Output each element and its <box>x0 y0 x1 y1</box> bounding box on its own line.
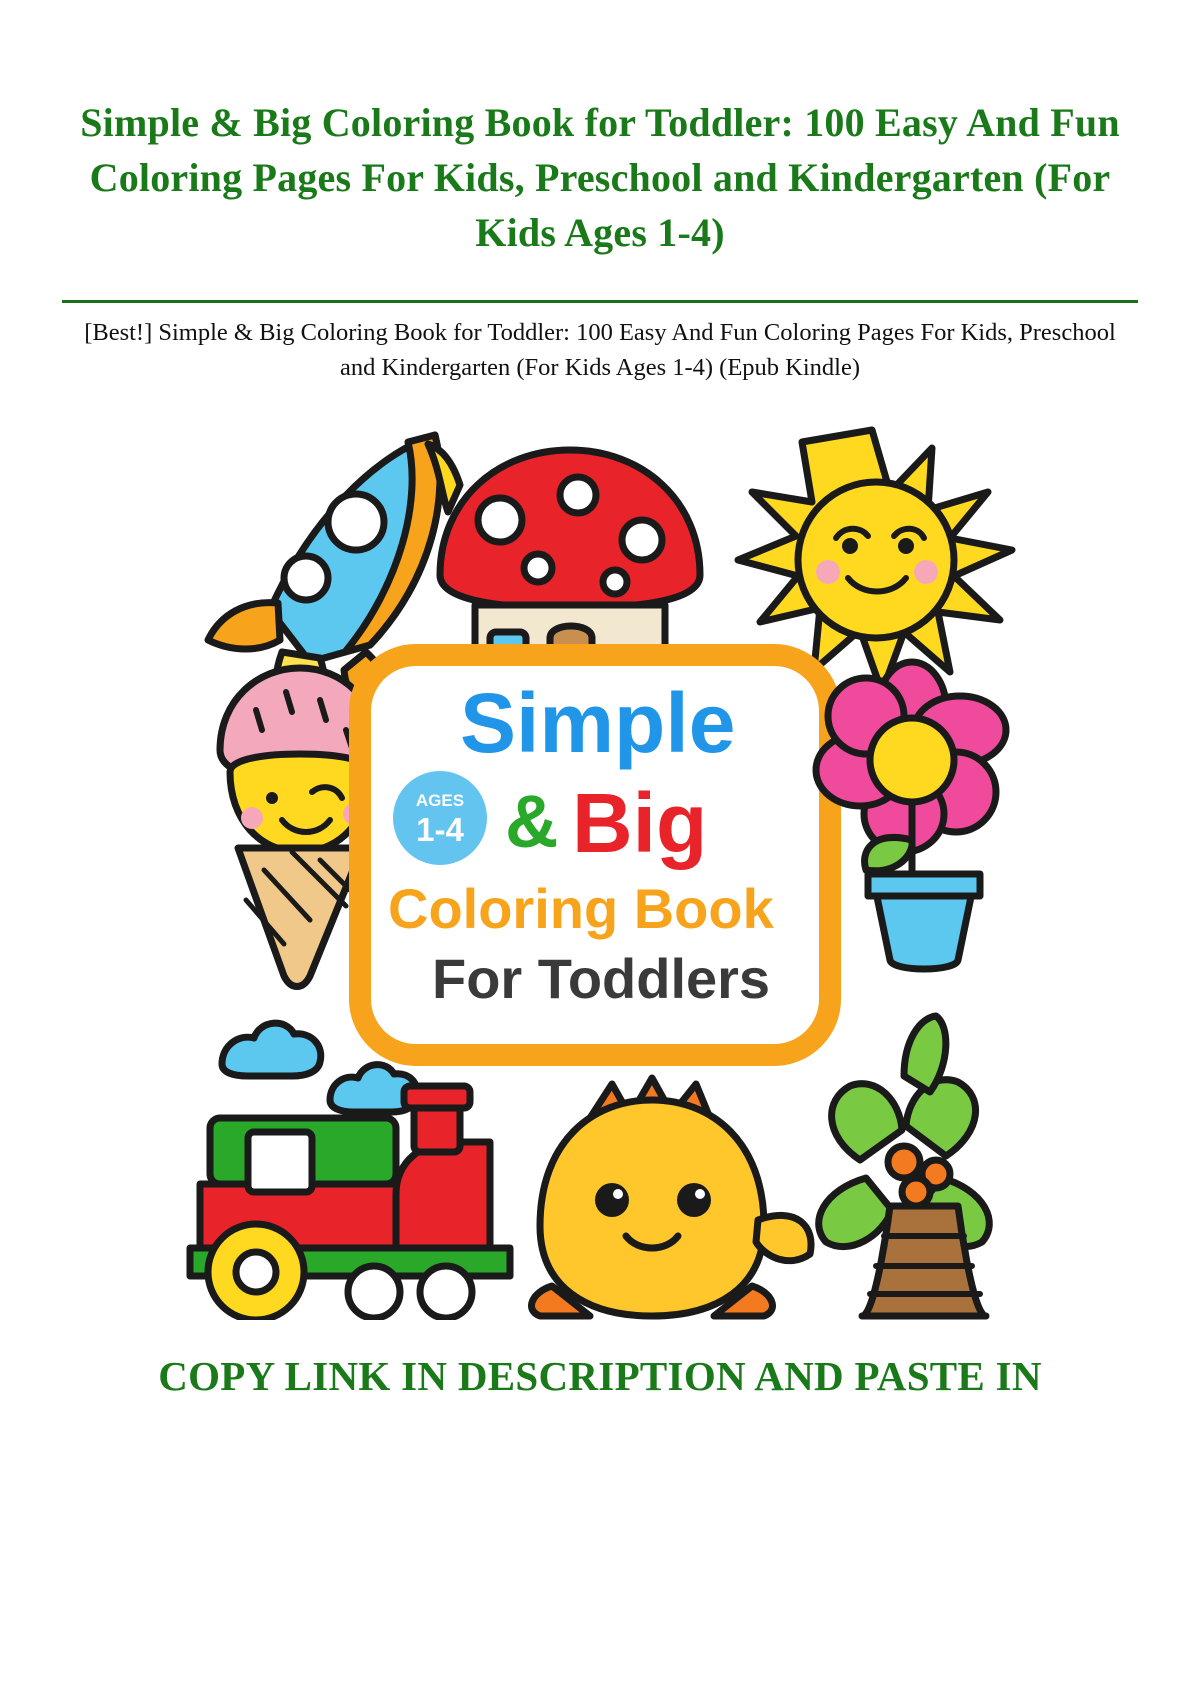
cover-word-simple: Simple <box>460 676 736 770</box>
page-title: Simple & Big Coloring Book for Toddler: 100 Easy And Fun Coloring Pages For Kids, Preschool and Kindergarten (For Kids Ages 1-4) <box>80 100 1120 256</box>
cover-word-for-toddlers: For Toddlers <box>432 947 771 1010</box>
palm-tree-icon <box>819 1016 990 1316</box>
title-divider <box>62 300 1138 303</box>
ages-badge-label: AGES <box>415 791 465 810</box>
flower-icon <box>816 662 1006 969</box>
dinosaur-icon <box>531 1078 811 1316</box>
page-title-block <box>60 95 1140 261</box>
train-icon <box>190 1086 510 1320</box>
cover-word-coloring-book: Coloring Book <box>388 877 774 940</box>
cover-word-big: Big <box>572 776 708 870</box>
ages-badge-value: 1-4 <box>416 811 464 848</box>
footer-note: COPY LINK IN DESCRIPTION AND PASTE IN <box>158 1353 1042 1399</box>
cover-word-amp: & <box>505 780 559 863</box>
page-subtitle: [Best!] Simple & Big Coloring Book for Toddler: 100 Easy And Fun Coloring Pages For Kids, Preschool and Kindergarten (For Kids Ages 1-4) (Epub Kindle) <box>84 319 1116 381</box>
book-cover-artwork <box>160 400 1040 1320</box>
